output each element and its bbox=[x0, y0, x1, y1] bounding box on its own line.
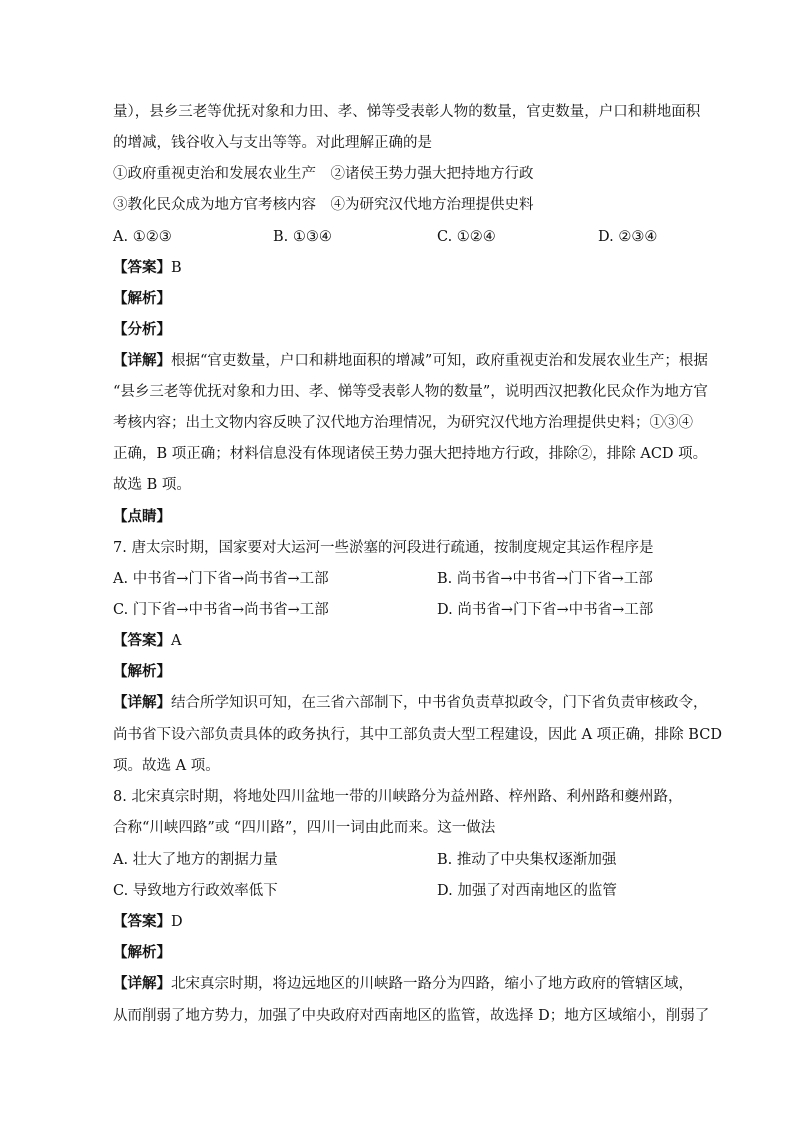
option-c: C. ①②④ bbox=[437, 229, 496, 245]
answer-value: B bbox=[171, 260, 182, 276]
q8-detail-line: 从而削弱了地方势力，加强了中央政府对西南地区的监管，故选择 D；地方区域缩小，削弱了 bbox=[113, 1008, 710, 1024]
q8-analysis-label: 【解析】 bbox=[113, 944, 171, 961]
q7-option-a: A. 中书省→门下省→尚书省→工部 bbox=[113, 571, 329, 587]
q7-option-d: D. 尚书省→门下省→中书省→工部 bbox=[437, 602, 654, 618]
q7-detail-line bbox=[113, 693, 708, 713]
statement-line: ③教化民众成为地方官考核内容 ④为研究汉代地方治理提供史料 bbox=[113, 197, 534, 213]
answer-value: A bbox=[171, 633, 182, 649]
q7-detail-line: 项。故选 A 项。 bbox=[113, 758, 220, 774]
answer-label: 【答案】 bbox=[113, 913, 171, 930]
question-8-stem: 8. 北宋真宗时期，将地处四川盆地一带的川峡路分为益州路、梓州路、利州路和夔州路， bbox=[113, 789, 683, 805]
q8-option-c: C. 导致地方行政效率低下 bbox=[113, 883, 278, 899]
q8-answer-line bbox=[113, 912, 183, 932]
analysis-label: 【解析】 bbox=[113, 290, 171, 307]
text-line: 量），县乡三老等优抚对象和力田、孝、悌等受表彰人物的数量，官吏数量，户口和耕地面积 bbox=[113, 104, 701, 120]
detail-line: 故选 B 项。 bbox=[113, 477, 191, 493]
answer-value: D bbox=[171, 914, 183, 930]
q7-detail-line: 尚书省下设六部负责具体的政务执行，其中工部负责大型工程建设，因此 A 项正确，排除 BCD bbox=[113, 727, 722, 743]
q7-answer-line bbox=[113, 631, 181, 651]
answer-label: 【答案】 bbox=[113, 259, 171, 276]
answer-line bbox=[113, 258, 182, 278]
q7-option-b: B. 尚书省→中书省→门下省→工部 bbox=[437, 571, 653, 587]
detail-line: 考核内容；出土文物内容反映了汉代地方治理情况，为研究汉代地方治理提供史料；①③④ bbox=[113, 415, 693, 431]
q8-option-a: A. 壮大了地方的割据力量 bbox=[113, 852, 278, 868]
question-8-stem: 合称“川峡四路”或 “四川路”，四川一词由此而来。这一做法 bbox=[113, 820, 496, 836]
option-a: A. ①②③ bbox=[113, 229, 172, 245]
statement-line: ①政府重视吏治和发展农业生产 ②诸侯王势力强大把持地方行政 bbox=[113, 166, 534, 182]
q7-option-c: C. 门下省→中书省→尚书省→工部 bbox=[113, 602, 329, 618]
q8-option-d: D. 加强了对西南地区的监管 bbox=[437, 883, 617, 899]
detail-line bbox=[113, 351, 708, 371]
fenxi-label: 【分析】 bbox=[113, 321, 171, 338]
detail-text: 结合所学知识可知，在三省六部制下，中书省负责草拟政令，门下省负责审核政令， bbox=[171, 695, 708, 711]
detail-label: 【详解】 bbox=[113, 694, 171, 711]
detail-line: “县乡三老等优抚对象和力田、孝、悌等受表彰人物的数量”，说明西汉把教化民众作为地方官 bbox=[113, 384, 708, 400]
q8-option-b: B. 推动了中央集权逐渐加强 bbox=[437, 852, 617, 868]
detail-label: 【详解】 bbox=[113, 975, 171, 992]
q8-detail-line bbox=[113, 974, 693, 994]
q7-analysis-label: 【解析】 bbox=[113, 663, 171, 680]
dianjing-label: 【点睛】 bbox=[113, 508, 171, 525]
detail-text: 北宋真宗时期，将边远地区的川峡路一路分为四路，缩小了地方政府的管辖区域， bbox=[171, 976, 693, 992]
question-7-stem: 7. 唐太宗时期，国家要对大运河一些淤塞的河段进行疏通，按制度规定其运作程序是 bbox=[113, 540, 654, 556]
detail-text: 根据“官吏数量，户口和耕地面积的增减”可知，政府重视吏治和发展农业生产；根据 bbox=[171, 353, 708, 369]
text-line: 的增减，钱谷收入与支出等等。对此理解正确的是 bbox=[113, 135, 432, 151]
detail-label: 【详解】 bbox=[113, 352, 171, 369]
answer-label: 【答案】 bbox=[113, 632, 171, 649]
option-b: B. ①③④ bbox=[273, 229, 332, 245]
detail-line: 正确，B 项正确；材料信息没有体现诸侯王势力强大把持地方行政，排除②，排除 ACD 项。 bbox=[113, 446, 708, 462]
option-d: D. ②③④ bbox=[598, 229, 658, 245]
